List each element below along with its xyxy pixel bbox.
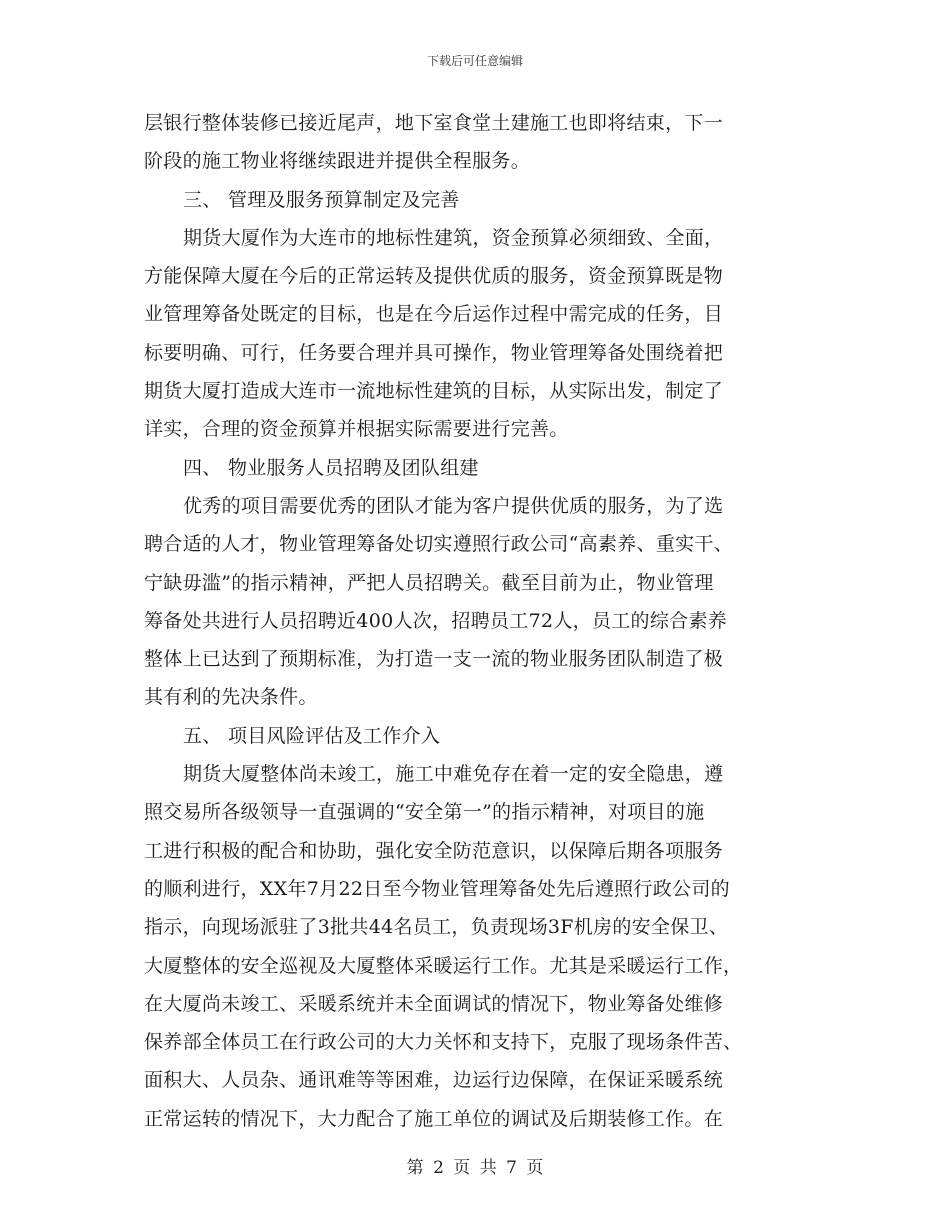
- text-line: 期货大厦打造成大连市一流地标性建筑的目标，从实际出发，制定了: [144, 380, 724, 403]
- text-line: 筹备处共进行人员招聘近400人次，招聘员工72人，员工的综合素养: [144, 609, 728, 632]
- text-line: 其有利的先决条件。: [144, 686, 318, 709]
- text-line: 正常运转的情况下，大力配合了施工单位的调试及后期装修工作。在: [144, 1107, 724, 1130]
- text-line: 在大厦尚未竣工、采暖系统并未全面调试的情况下，物业筹备处维修: [144, 992, 724, 1015]
- text-line: 大厦整体的安全巡视及大厦整体采暖运行工作。尤其是采暖运行工作，: [144, 954, 743, 977]
- text-line: 整体上已达到了预期标准，为打造一支一流的物业服务团队制造了极: [144, 648, 724, 671]
- text-line: 保养部全体员工在行政公司的大力关怀和支持下，克服了现场条件苦、: [144, 1031, 743, 1054]
- page-footer: 第 2 页 共 7 页: [406, 1158, 544, 1178]
- text-line: 期货大厦整体尚未竣工，施工中难免存在着一定的安全隐患，遵: [183, 763, 724, 786]
- text-line: 三、 管理及服务预算制定及完善: [183, 188, 460, 211]
- text-line: 照交易所各级领导一直强调的“安全第一”的指示精神，对项目的施: [144, 801, 705, 824]
- text-line: 工进行积极的配合和协助，强化安全防范意识，以保障后期各项服务: [144, 839, 724, 862]
- text-line: 优秀的项目需要优秀的团队才能为客户提供优质的服务，为了选: [183, 494, 724, 517]
- text-line: 标要明确、可行，任务要合理并具可操作，物业管理筹备处围绕着把: [144, 341, 724, 364]
- text-line: 五、 项目风险评估及工作介入: [183, 724, 441, 747]
- text-line: 的顺利进行，XX年7月22日至今物业管理筹备处先后遵照行政公司的: [144, 877, 730, 900]
- text-line: 四、 物业服务人员招聘及团队组建: [183, 456, 479, 479]
- text-line: 宁缺毋滥”的指示精神，严把人员招聘关。截至目前为止，物业管理: [144, 571, 714, 594]
- text-line: 指示，向现场派驻了3批共44名员工，负责现场3F机房的安全保卫、: [144, 916, 729, 939]
- text-line: 详实，合理的资金预算并根据实际需要进行完善。: [144, 418, 569, 441]
- text-line: 层银行整体装修已接近尾声，地下室食堂土建施工也即将结束，下一: [144, 112, 724, 134]
- text-line: 方能保障大厦在今后的正常运转及提供优质的服务，资金预算既是物: [144, 265, 724, 288]
- text-line: 面积大、人员杂、通讯难等等困难，边运行边保障，在保证采暖系统: [144, 1069, 724, 1092]
- text-line: 聘合适的人才，物业管理筹备处切实遵照行政公司“高素养、重实干、: [144, 533, 734, 556]
- document-body: [144, 104, 804, 1138]
- text-line: 阶段的施工物业将继续跟进并提供全程服务。: [144, 150, 531, 173]
- text-line: 业管理筹备处既定的目标，也是在今后运作过程中需完成的任务，目: [144, 303, 724, 326]
- text-line: 期货大厦作为大连市的地标性建筑，资金预算必须细致、全面，: [183, 226, 724, 249]
- page-header: 下载后可任意编辑: [426, 54, 523, 68]
